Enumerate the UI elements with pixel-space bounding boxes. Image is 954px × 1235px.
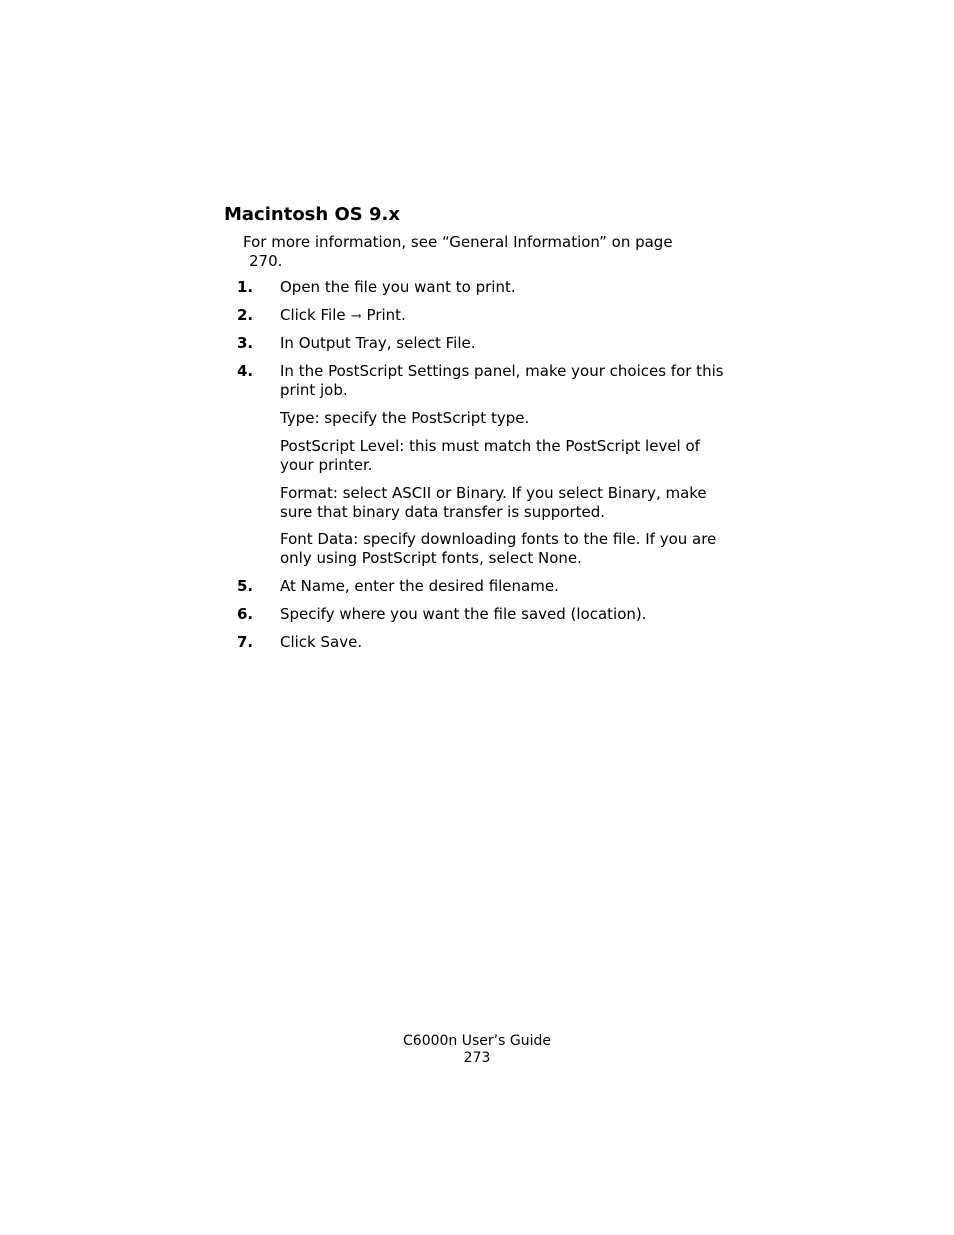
step-4-note-font-data: Font Data: specify downloading fonts to the file. If you are only using PostScript fonts, select None. xyxy=(280,530,717,567)
step-text: In Output Tray, select File. xyxy=(280,334,476,352)
step-text-before: Click File xyxy=(280,306,346,324)
step-4-note-format: Format: select ASCII or Binary. If you select Binary, make sure that binary data transfer is supported. xyxy=(280,484,707,521)
intro-text: For more information, see “General Information” on page xyxy=(243,233,673,251)
step-number: 3. xyxy=(237,334,254,352)
section-title: Macintosh OS 9.x xyxy=(224,204,400,225)
step-number: 4. xyxy=(237,362,254,380)
step-text: Click Save. xyxy=(280,633,363,651)
step-text: Open the file you want to print. xyxy=(280,278,516,296)
step-text: At Name, enter the desired filename. xyxy=(280,577,559,595)
step-text: Specify where you want the file saved (location). xyxy=(280,605,647,623)
intro-paragraph xyxy=(243,233,723,270)
step-number: 6. xyxy=(237,605,254,623)
step-number: 5. xyxy=(237,577,254,595)
step-number: 7. xyxy=(237,633,254,651)
step-text-after: Print. xyxy=(366,306,406,324)
step-text xyxy=(280,306,726,327)
step-number: 2. xyxy=(237,306,254,324)
intro-page-reference[interactable]: 270. xyxy=(249,251,283,270)
footer-page-number: 273 xyxy=(463,1050,491,1066)
step-number: 1. xyxy=(237,278,254,296)
arrow-right-icon: → xyxy=(350,309,362,324)
step-4-note-postscript-level: PostScript Level: this must match the PostScript level of your printer. xyxy=(280,437,700,474)
step-text: In the PostScript Settings panel, make your choices for this print job. xyxy=(280,362,724,399)
step-4-note-type: Type: specify the PostScript type. xyxy=(280,409,530,427)
footer-guide-title: C6000n User’s Guide xyxy=(403,1033,551,1049)
